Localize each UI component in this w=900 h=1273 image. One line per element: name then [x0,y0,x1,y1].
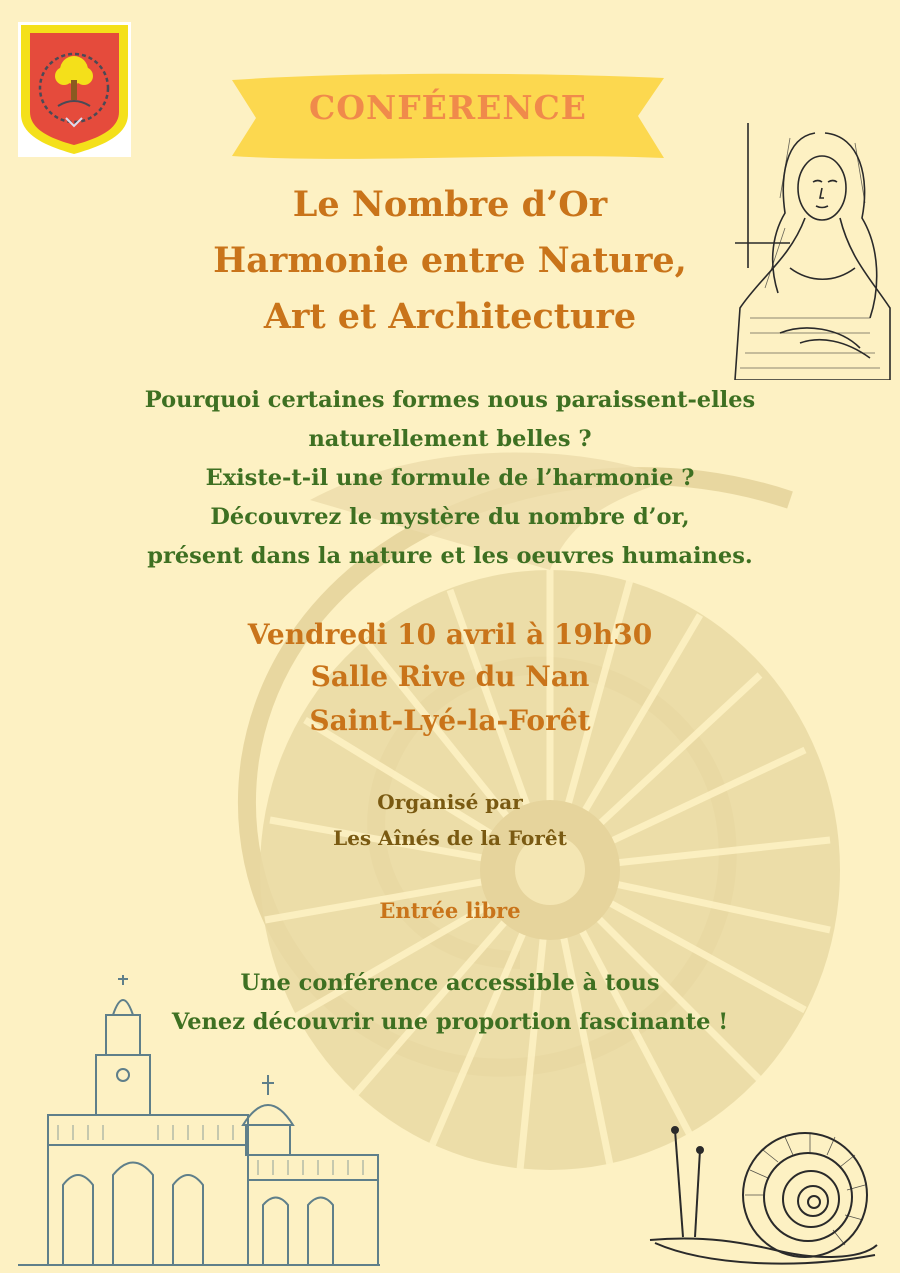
intro-line-5: présent dans la nature et les oeuvres humaines. [147,543,753,569]
title-line-3: Art et Architecture [263,296,637,337]
title-line-2: Harmonie entre Nature, [213,240,687,281]
intro-line-2: naturellement belles ? [308,426,592,452]
organizer-label: Organisé par [377,790,523,814]
coat-of-arms-icon [18,22,131,157]
intro-line-3: Existe-t-il une formule de l’harmonie ? [205,465,695,491]
event-date: Vendredi 10 avril à 19h30 [247,618,653,651]
closing-line-1: Une conférence accessible à tous [240,970,660,996]
intro-line-4: Découvrez le mystère du nombre d’or, [210,504,690,530]
intro-line-1: Pourquoi certaines formes nous paraissent-elles [144,387,756,413]
snail-sketch-illustration [645,1125,880,1270]
banner-label: CONFÉRENCE [309,88,587,127]
event-venue: Salle Rive du Nan [310,660,590,693]
title-line-1: Le Nombre d’Or [292,184,608,225]
closing-line-2: Venez découvrir une proportion fascinante ! [171,1009,729,1035]
event-town: Saint-Lyé-la-Forêt [309,704,591,737]
organizer-name: Les Aînés de la Forêt [333,826,567,850]
church-sketch-illustration [18,975,380,1267]
entry-label: Entrée libre [379,898,521,923]
